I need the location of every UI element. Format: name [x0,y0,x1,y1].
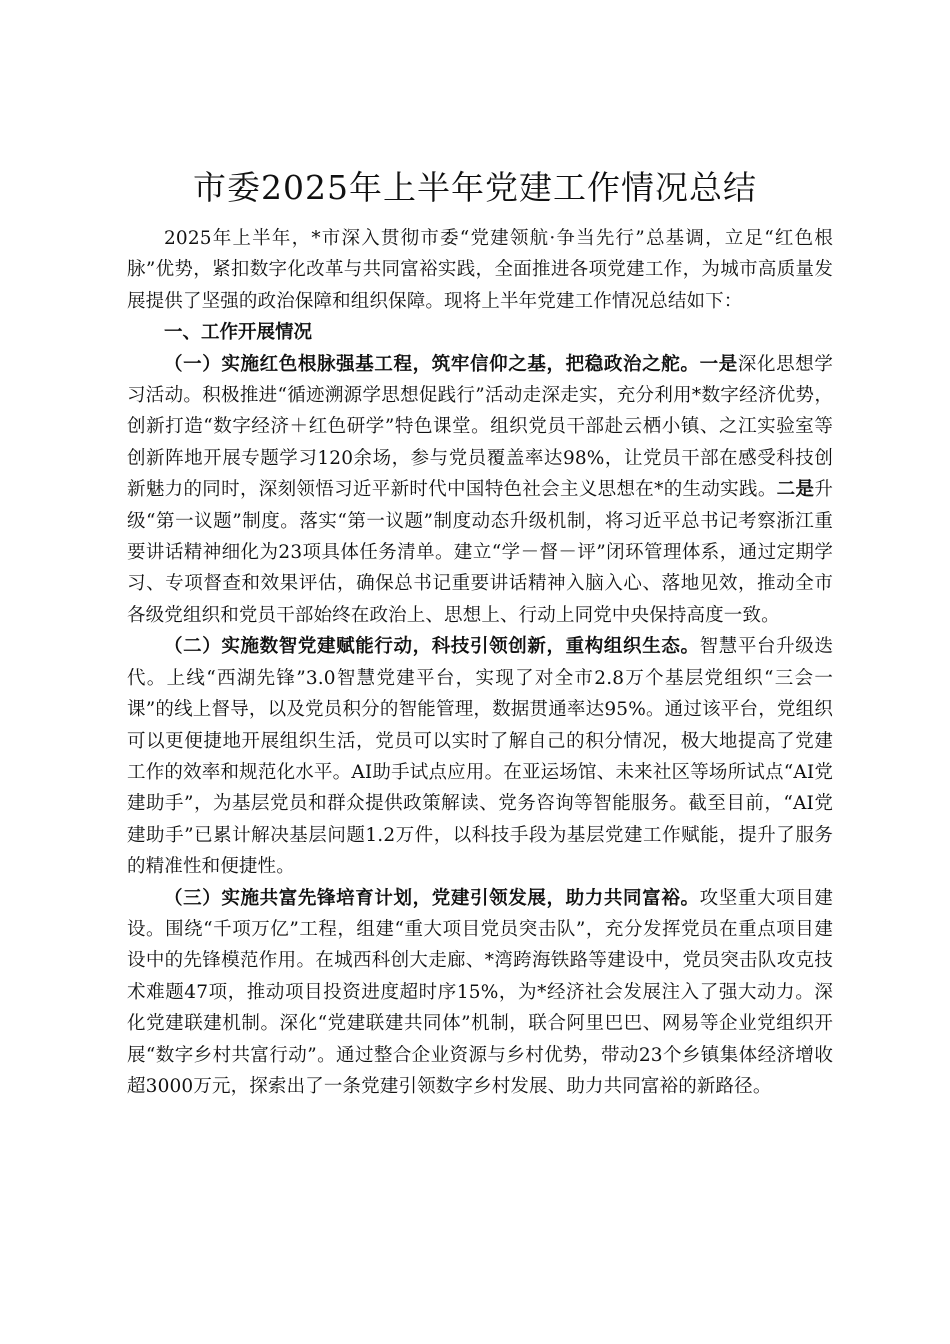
part1-text-two: 升级“第一议题”制度。落实“第一议题”制度动态升级机制，将习近平总书记考察浙江重要讲话精神细化为23项具体任务清单。建立“学－督－评”闭环管理体系，通过定期学习、专项督查和效果评估，确保总书记重要讲话精神入脑入心、落地见效，推动全市各级党组织和党员干部始终在政治上、思想上、行动上同党中央保持高度一致。 [127,479,833,626]
part1-heading: （一）实施红色根脉强基工程，筑牢信仰之基，把稳政治之舵。 [164,353,700,375]
section-heading-work-progress: 一、工作开展情况 [164,322,313,344]
part1-text-one: 深化思想学习活动。积极推进“循迹溯源学思想促践行”活动走深走实，充分利用*数字经济优势，创新打造“数字经济＋红色研学”特色课堂。组织党员干部赴云栖小镇、之江实验室等创新阵地开展专题学习120余场，参与党员覆盖率达98%，让党员干部在感受科技创新魅力的同时，深刻领悟习近平新时代中国特色社会主义思想在*的生动实践。 [127,353,833,501]
part1-paragraph [127,349,833,632]
part3-text: 攻坚重大项目建设。围绕“千项万亿”工程，组建“重大项目党员突击队”，充分发挥党员在重点项目建设中的先锋模范作用。在城西科创大走廊、*湾跨海铁路等建设中，党员突击队攻克技术难题47项，推动项目投资进度超时序15%，为*经济社会发展注入了强大动力。深化党建联建机制。深化“党建联建共同体”机制，联合阿里巴巴、网易等企业党组织开展“数字乡村共富行动”。通过整合企业资源与乡村优势，带动23个乡镇集体经济增收超3000万元，探索出了一条党建引领数字乡村发展、助力共同富裕的新路径。 [127,887,833,1097]
part1-lead-two: 二是 [776,479,815,501]
part2-heading: （二）实施数智党建赋能行动，科技引领创新，重构组织生态。 [164,636,700,658]
document-body [127,223,833,1102]
part1-lead-one: 一是 [699,353,738,375]
intro-paragraph: 2025年上半年，*市深入贯彻市委“党建领航·争当先行”总基调，立足“红色根脉”优势，紧扣数字化改革与共同富裕实践，全面推进各项党建工作，为城市高质量发展提供了坚强的政治保障和组织保障。现将上半年党建工作情况总结如下： [127,228,833,312]
part2-text: 智慧平台升级迭代。上线“西湖先锋”3.0智慧党建平台，实现了对全市2.8万个基层党组织“三会一课”的线上督导，以及党员积分的智能管理，数据贯通率达95%。通过该平台，党组织可以更便捷地开展组织生活，党员可以实时了解自己的积分情况，极大地提高了党建工作的效率和规范化水平。AI助手试点应用。在亚运场馆、未来社区等场所试点“AI党建助手”，为基层党员和群众提供政策解读、党务咨询等智能服务。截至目前，“AI党建助手”已累计解决基层问题1.2万件，以科技手段为基层党建工作赋能，提升了服务的精准性和便捷性。 [127,636,833,878]
part3-heading: （三）实施共富先锋培育计划，党建引领发展，助力共同富裕。 [164,887,700,909]
part3-paragraph [127,883,833,1103]
document-title: 市委2025年上半年党建工作情况总结 [193,168,757,207]
part2-paragraph [127,631,833,882]
